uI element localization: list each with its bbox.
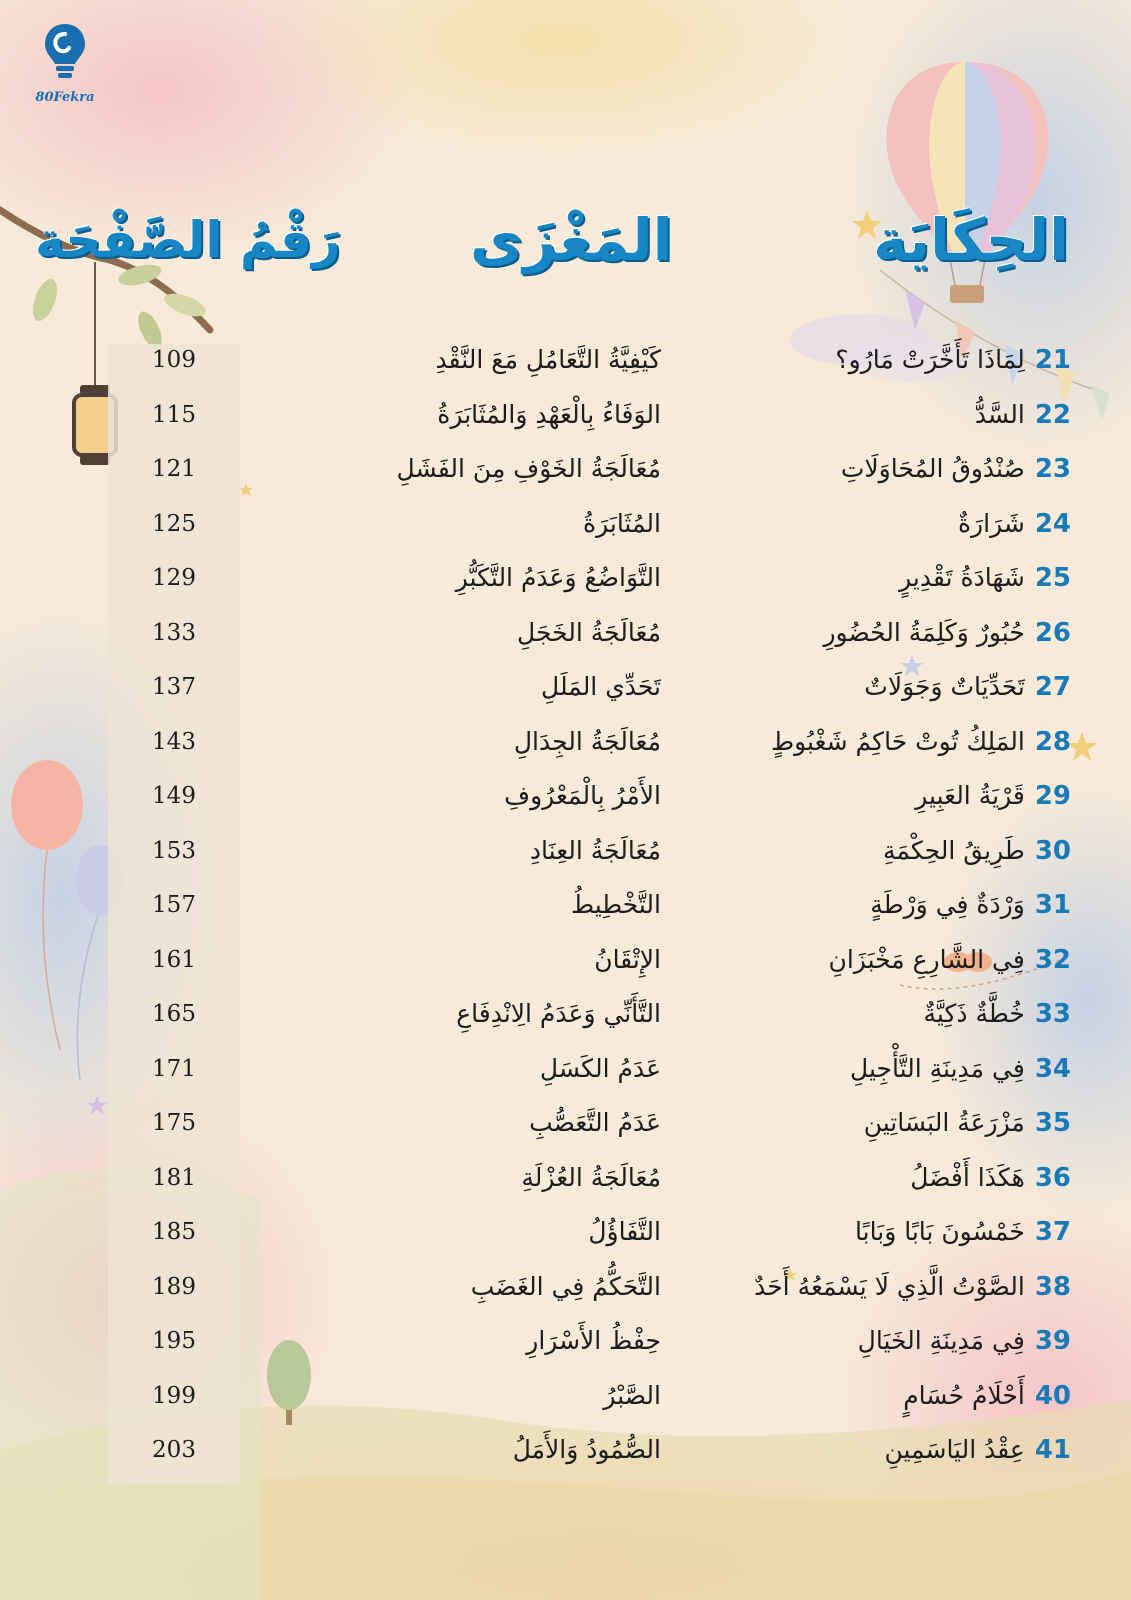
toc-page-number: 171: [152, 1056, 196, 1082]
toc-moral: كَيْفِيَّةُ التَّعَامُلِ مَعَ النَّقْدِ: [435, 345, 661, 374]
toc-moral: التَّخْطِيطُ: [570, 890, 661, 919]
toc-moral: حِفْظُ الأَسْرَارِ: [526, 1326, 661, 1355]
story-number: 40: [1034, 1381, 1071, 1411]
toc-moral: تَحَدِّي المَلَلِ: [541, 672, 661, 701]
story-number: 26: [1034, 618, 1071, 648]
toc-page-number: 203: [152, 1437, 196, 1463]
toc-moral: التَّأَنِّي وَعَدَمُ الِانْدِفَاعِ: [456, 999, 661, 1028]
story-number: 32: [1034, 945, 1071, 975]
story-title: عِقْدُ اليَاسَمِينِ: [884, 1435, 1025, 1464]
story-number: 27: [1034, 672, 1071, 702]
toc-story-row: [828, 933, 1071, 987]
story-title: وَرْدَةٌ فِي وَرْطَةٍ: [870, 890, 1025, 919]
toc-moral: مُعَالَجَةُ الخَجَلِ: [517, 618, 661, 647]
story-number: 21: [1034, 345, 1071, 375]
story-number: 37: [1034, 1217, 1071, 1247]
logo: [30, 22, 100, 112]
story-number: 29: [1034, 781, 1071, 811]
story-number: 28: [1034, 727, 1071, 757]
toc-story-row: [864, 1096, 1071, 1150]
toc-moral: عَدَمُ الكَسَلِ: [539, 1054, 661, 1083]
story-number: 33: [1034, 999, 1071, 1029]
story-title: طَرِيقُ الحِكْمَةِ: [883, 836, 1025, 865]
toc-story-row: [870, 878, 1071, 932]
story-title: فِي الشَّارِعِ مَخْبَزَانِ: [828, 945, 1025, 974]
toc-story-row: [958, 497, 1071, 551]
toc-moral: مُعَالَجَةُ الخَوْفِ مِنَ الفَشَلِ: [396, 454, 661, 483]
toc-moral: عَدَمُ التَّعَصُّبِ: [529, 1108, 661, 1137]
toc-moral: مُعَالَجَةُ الجِدَالِ: [513, 727, 661, 756]
story-title: قَرْيَةُ العَبِيرِ: [915, 781, 1025, 810]
header-story: الحِكَايَة: [873, 206, 1069, 274]
story-title: فِي مَدِينَةِ الخَيَالِ: [857, 1326, 1025, 1355]
story-number: 25: [1034, 563, 1071, 593]
toc-page-number: 181: [152, 1165, 196, 1191]
toc-moral: الإِتْقَانُ: [594, 945, 661, 974]
toc-story-row: [903, 1369, 1071, 1423]
toc-story-row: [884, 1423, 1071, 1477]
toc-moral: الوَفَاءُ بِالْعَهْدِ وَالمُثَابَرَةُ: [437, 400, 661, 429]
toc-page-number: 185: [152, 1219, 196, 1245]
story-title: فِي مَدِينَةِ التَّأْجِيلِ: [850, 1054, 1025, 1083]
toc-moral: التَّوَاضُعُ وَعَدَمُ التَّكَبُّرِ: [455, 563, 661, 592]
header-page-number: رَقْمُ الصَّفْحَة: [35, 211, 341, 269]
toc-story-row: [975, 388, 1071, 442]
story-title: لِمَاذَا تَأَخَّرَتْ مَارُو؟: [835, 345, 1025, 374]
toc-page-number: 133: [152, 620, 196, 646]
toc-moral: الأَمْرُ بِالْمَعْرُوفِ: [504, 781, 661, 810]
toc-page-number: 125: [152, 511, 196, 537]
story-number: 35: [1034, 1108, 1071, 1138]
story-number: 38: [1034, 1272, 1071, 1302]
story-number: 22: [1034, 400, 1071, 430]
toc-page-number: 175: [152, 1110, 196, 1136]
story-number: 34: [1034, 1054, 1071, 1084]
toc-page-number: 161: [152, 947, 196, 973]
story-title: مَزْرَعَةُ البَسَاتِينِ: [863, 1108, 1025, 1137]
story-title: تَحَدِّيَاتٌ وَجَوَلَاتٌ: [864, 672, 1025, 701]
story-title: المَلِكُ تُوتْ حَاكِمُ شَغْبُوطٍ: [771, 727, 1025, 756]
toc-page-number: 157: [152, 892, 196, 918]
toc-page-number: 149: [152, 783, 196, 809]
story-number: 24: [1034, 509, 1071, 539]
toc-story-row: [924, 987, 1071, 1041]
toc-story-row: [771, 715, 1071, 769]
story-title: هَكَذَا أَفْضَلُ: [910, 1163, 1025, 1192]
story-title: شَهَادَةُ تَقْدِيرٍ: [899, 563, 1025, 592]
toc-story-row: [910, 1151, 1071, 1205]
story-number: 39: [1034, 1326, 1071, 1356]
toc-story-row: [823, 606, 1071, 660]
toc-story-row: [915, 769, 1071, 823]
toc-story-row: [899, 551, 1071, 605]
story-title: خُطَّةٌ ذَكِيَّةٌ: [923, 999, 1025, 1028]
toc-moral: الصَّبْرُ: [603, 1381, 661, 1410]
story-number: 31: [1034, 890, 1071, 920]
toc-story-row: [855, 1205, 1071, 1259]
story-title: شَرَارَةٌ: [957, 509, 1025, 538]
toc-moral: التَّفَاؤُلُ: [588, 1217, 661, 1246]
toc-story-row: [883, 824, 1071, 878]
toc-page-number: 189: [152, 1274, 196, 1300]
toc-story-row: [858, 1314, 1071, 1368]
story-number: 41: [1034, 1435, 1071, 1465]
story-number: 36: [1034, 1163, 1071, 1193]
toc-page-number: 137: [152, 674, 196, 700]
toc-page-number: 109: [152, 347, 196, 373]
toc-page-number: 199: [152, 1383, 196, 1409]
story-title: الصَّوْتُ الَّذِي لَا يَسْمَعُهُ أَحَدٌ: [754, 1272, 1025, 1301]
toc-story-row: [864, 660, 1071, 714]
header-moral: المَغْزَى: [470, 206, 673, 274]
story-title: السَّدُّ: [974, 400, 1025, 429]
toc-story-row: [850, 1042, 1071, 1096]
toc-moral: مُعَالَجَةُ العُزْلَةِ: [521, 1163, 661, 1192]
toc-page-number: 129: [152, 565, 196, 591]
story-title: صُنْدُوقُ المُحَاوَلَاتِ: [840, 454, 1025, 483]
toc-moral: مُعَالَجَةُ العِنَادِ: [529, 836, 661, 865]
toc-page-number: 115: [152, 402, 196, 428]
story-title: أَحْلَامُ حُسَامٍ: [903, 1381, 1025, 1410]
toc-story-row: [835, 333, 1071, 387]
toc-moral: الصُّمُودُ وَالأَمَلُ: [512, 1435, 661, 1464]
toc-page-number: 165: [152, 1001, 196, 1027]
toc-story-row: [841, 442, 1071, 496]
toc-moral: التَّحَكُّمُ فِي الغَضَبِ: [470, 1272, 661, 1301]
toc-page-number: 195: [152, 1328, 196, 1354]
story-title: حُبُورٌ وَكَلِمَةُ الحُضُورِ: [823, 618, 1025, 647]
logo-text: 80Fekra: [35, 90, 95, 105]
lightbulb-icon: [42, 22, 88, 84]
story-number: 23: [1034, 454, 1071, 484]
toc-story-row: [754, 1260, 1071, 1314]
toc-page-number: 143: [152, 729, 196, 755]
story-title: خَمْسُونَ بَابًا وَبَابًا: [855, 1217, 1025, 1246]
toc-page-number: 121: [152, 456, 196, 482]
toc-page-number: 153: [152, 838, 196, 864]
toc-moral: المُثَابَرَةُ: [582, 509, 661, 538]
story-number: 30: [1034, 836, 1071, 866]
